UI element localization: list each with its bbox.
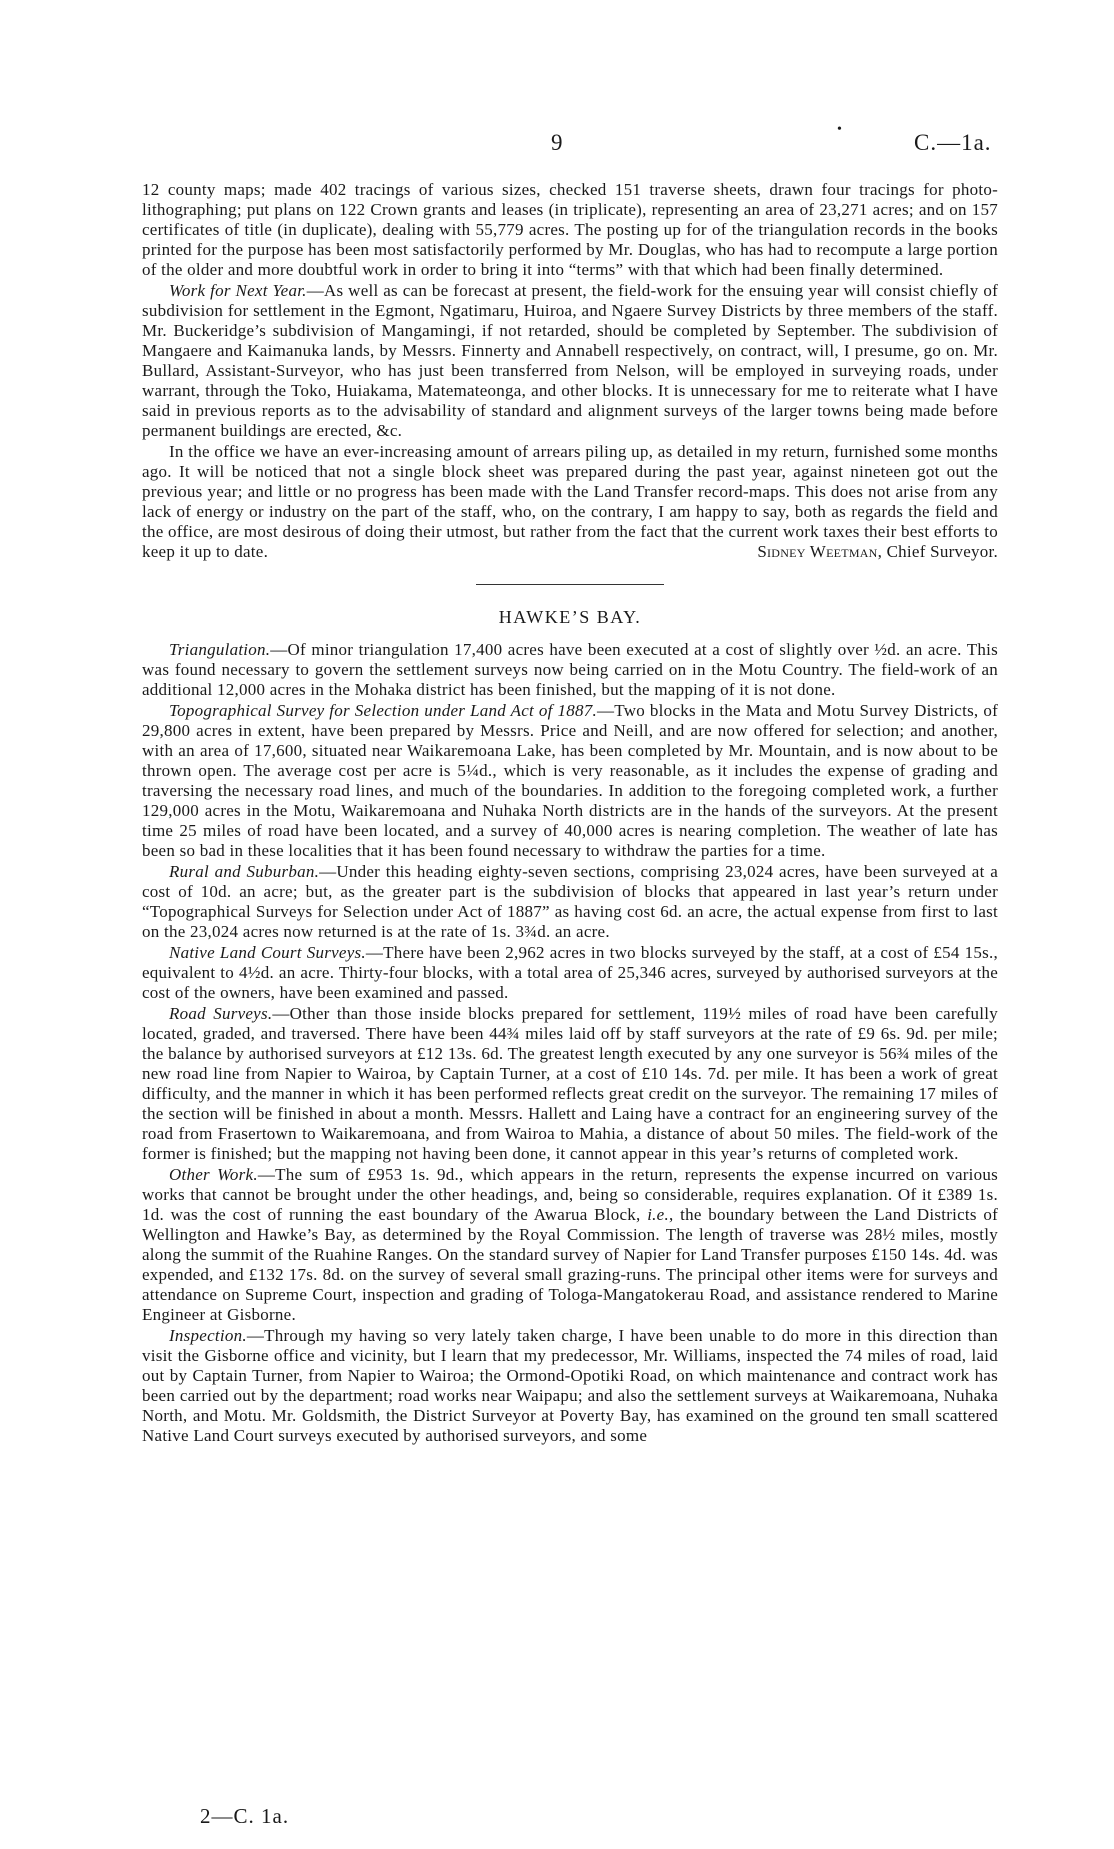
paragraph-text: —There have been 2,962 acres in two blocks surveyed by the staff, at a cost of £54 15s., equivalent to 4½d. an acre. Thirty-four blocks, with a total area of 25,346 acres, surveyed by authorised surveyors at the cost of the owners, have been examined and passed. bbox=[142, 943, 998, 1002]
paragraph-heading: Inspection. bbox=[169, 1326, 247, 1345]
paragraph-work-next-year bbox=[142, 281, 998, 441]
paragraph-topographical-survey bbox=[142, 701, 998, 861]
paragraph-rural-suburban bbox=[142, 862, 998, 942]
header-dot: • bbox=[837, 122, 842, 137]
paragraph-office-arrears bbox=[142, 442, 998, 562]
paragraph-text: —Under this heading eighty-seven sections, comprising 23,024 acres, have been surveyed at a cost of 10d. an acre; but, as the greater part is the subdivision of blocks that appeared in last year’s return under “Topographical Surveys for Selection under Act of 1887” as having cost 6d. an acre, the actual expense from first to last on the 23,024 acres now returned is at the rate of 1s. 3¾d. an acre. bbox=[142, 862, 998, 941]
paragraph-text: —As well as can be forecast at present, the field-work for the ensuing year will consist chiefly of subdivision for settlement in the Egmont, Ngatimaru, Huiroa, and Ngaere Survey Districts by three members of the staff. Mr. Buckeridge’s subdivision of Mangamingi, if not retarded, should be completed by September. The subdivision of Mangaere and Kaimanuka lands, by Messrs. Finnerty and Annabell respectively, on contract, will, I presume, go on. Mr. Bullard, Assistant-Surveyor, who has just been transferred from Nelson, will be employed in surveying roads, under warrant, through the Toko, Huiakama, Matemateonga, and other blocks. It is unnecessary for me to reiterate what I have said in previous reports as to the advisability of standard and alignment surveys of the larger towns being made before permanent buildings are erected, &c. bbox=[142, 281, 998, 440]
paragraph-text: —Through my having so very lately taken charge, I have been unable to do more in this direction than visit the Gisborne office and vicinity, but I learn that my predecessor, Mr. Williams, inspected the 74 miles of road, laid out by Captain Turner, from Napier to Wairoa; the Ormond-Opotiki Road, on which maintenance and contract work has been carried out by the department; road works near Waipapu; and also the settlement surveys at Waikaremoana, Nuhaka North, and Motu. Mr. Goldsmith, the District Surveyor at Poverty Bay, has examined on the ground ten small scattered Native Land Court surveys executed by authorised surveyors, and some bbox=[142, 1326, 998, 1445]
paragraph-other-work bbox=[142, 1165, 998, 1325]
section-title-hawkes-bay: HAWKE’S BAY. bbox=[498, 607, 642, 627]
paragraph-inspection bbox=[142, 1326, 998, 1446]
paragraph-heading: Topographical Survey for Selection under Land Act of 1887. bbox=[169, 701, 598, 720]
paragraph-triangulation bbox=[142, 640, 998, 700]
paragraph-county-maps bbox=[142, 180, 998, 280]
paragraph-text: , the boundary between the Land Districts of Wellington and Hawke’s Bay, as determined by the Royal Commission. The length of traverse was 28½ miles, mostly along the summit of the Ruahine Ranges. On the standard survey of Napier for Land Transfer purposes £150 14s. 4d. was expended, and £132 17s. 8d. on the survey of several small grazing-runs. The principal other items were for surveys and attendance on Supreme Court, inspection and grading of Tologa-Mangatokerau Road, and assistance rendered to Marine Engineer at Gisborne. bbox=[142, 1205, 999, 1324]
paragraph-heading: Other Work. bbox=[169, 1165, 258, 1184]
signature-name: Sidney Weetman bbox=[757, 542, 878, 561]
paragraph-text: —Two blocks in the Mata and Motu Survey Districts, of 29,800 acres in extent, have been prepared by Messrs. Price and Neill, and are now offered for selection; and another, with an area of 17,600, situated near Waikaremoana Lake, has been completed by Mr. Mountain, and is now about to be thrown open. The average cost per acre is 5¼d., which is very reasonable, as it includes the expense of grading and traversing the necessary road lines, and much of the boundaries. In addition to the foregoing completed work, a further 129,000 acres in the Motu, Waikaremoana and Nuhaka North districts are in the hands of the surveyors. At the present time 25 miles of road have been located, and a survey of 40,000 acres is nearing completion. The weather of late has been so bad in these localities that it has been found necessary to withdraw the parties for a time. bbox=[142, 701, 998, 860]
abbreviation-ie: i.e. bbox=[647, 1205, 669, 1224]
signature-title: , Chief Surveyor. bbox=[877, 542, 998, 561]
document-body bbox=[142, 180, 998, 1446]
signature-mark: 2—C. 1a. bbox=[200, 1804, 290, 1828]
paragraph-heading: Rural and Suburban. bbox=[169, 862, 320, 881]
signature bbox=[757, 542, 998, 562]
paragraph-text: In the office we have an ever-increasing amount of arrears piling up, as detailed in my return, furnished some months ago. It will be noticed that not a single block sheet was prepared during the past year, against nineteen got out the previous year; and little or no progress has been made with the Land Transfer record-maps. This does not arise from any lack of energy or industry on the part of the staff, who, on the contrary, I am happy to say, both as regards the field and the office, are most desirous of doing their utmost, but rather from the fact that the current work taxes their best efforts to keep it up to date. bbox=[142, 442, 998, 561]
paragraph-heading: Native Land Court Surveys. bbox=[169, 943, 366, 962]
paragraph-text: 12 county maps; made 402 tracings of various sizes, checked 151 traverse sheets, drawn four tracings for photo-lithographing; put plans on 122 Crown grants and leases (in triplicate), representing an area of 23,271 acres; and on 157 certificates of title (in duplicate), dealing with 55,779 acres. The posting up for of the triangulation records in the books printed for the purpose has been most satisfactorily performed by Mr. Douglas, who has had to recompute a large portion of the older and more doubtful work in order to bring it into “terms” with that which had been finally determined. bbox=[142, 180, 998, 279]
paragraph-native-land-court bbox=[142, 943, 998, 1003]
page-number: 9 bbox=[551, 130, 563, 155]
section-divider bbox=[476, 584, 664, 585]
paragraph-heading: Triangulation. bbox=[169, 640, 271, 659]
page-header bbox=[0, 122, 1114, 160]
paragraph-text: —The sum of £953 1s. 9d., which appears in the return, represents the expense incurred on various works that cannot be brought under the other headings, and, being so considerable, requires explanation. Of it £389 1s. 1d. was the cost of running the east boundary of the Awarua Block, bbox=[142, 1165, 998, 1224]
paragraph-text: —Other than those inside blocks prepared for settlement, 119½ miles of road have been carefully located, graded, and traversed. There have been 44¾ miles laid off by staff surveyors at the rate of £9 6s. 9d. per mile; the balance by authorised surveyors at £12 13s. 6d. The greatest length executed by any one surveyor is 56¾ miles of the new road line from Napier to Wairoa, by Captain Turner, at a cost of £10 14s. 7d. per mile. It has been a work of great difficulty, and the manner in which it has been performed reflects great credit on the surveyor. The remaining 17 miles of the section will be finished in about a month. Messrs. Hallett and Laing have a contract for an engineering survey of the road from Frasertown to Waikaremoana, and from Wairoa to Mahia, a distance of about 50 miles. The field-work of the former is finished; but the mapping not having been done, it cannot appear in this year’s returns of completed work. bbox=[142, 1004, 998, 1163]
document-code: C.—1a. bbox=[914, 130, 992, 155]
paragraph-road-surveys bbox=[142, 1004, 998, 1164]
paragraph-heading: Road Surveys. bbox=[169, 1004, 273, 1023]
paragraph-text: —Of minor triangulation 17,400 acres have been executed at a cost of slightly over ½d. an acre. This was found necessary to govern the settlement surveys now being carried on in the Motu Country. The field-work of an additional 12,000 acres in the Mohaka district has been finished, but the mapping of it is not done. bbox=[142, 640, 998, 699]
paragraph-heading: Work for Next Year. bbox=[169, 281, 307, 300]
